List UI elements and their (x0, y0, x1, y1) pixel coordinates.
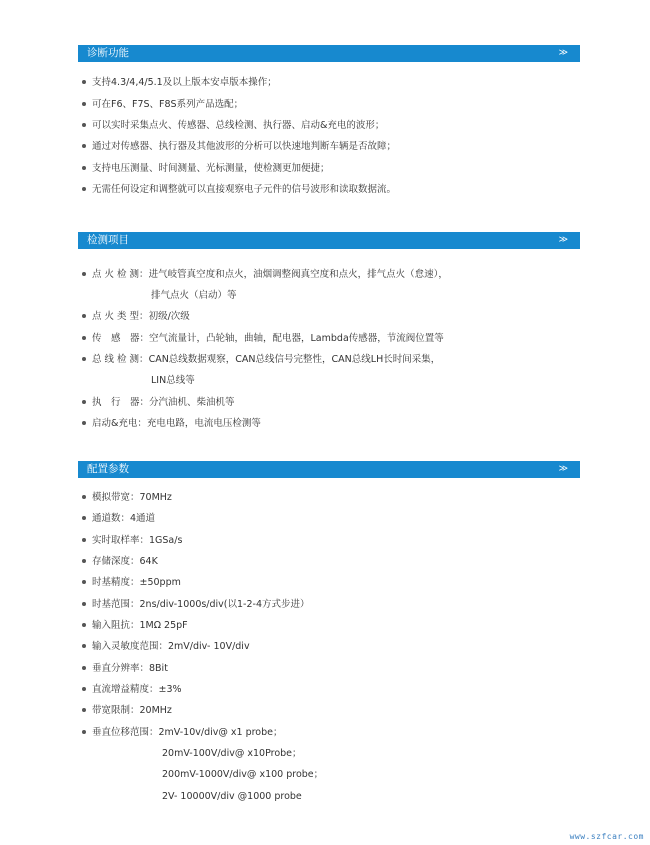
spec-item: 输入灵敏度范围：2mV/div- 10V/div (82, 640, 250, 654)
bullet-icon (82, 314, 86, 318)
list-item (82, 417, 261, 431)
section-header-specifications (78, 461, 580, 478)
spec-item: 垂直位移范围：2mV-10v/div@ x1 probe； (82, 726, 283, 740)
list-item (82, 268, 448, 282)
list-item: 通过对传感器、执行器及其他波形的分析可以快速地判断车辆是否故障； (82, 140, 396, 154)
bullet-icon (82, 687, 86, 691)
list-item: 支持4.3/4,4/5.1及以上版本安卓版本操作； (82, 76, 277, 90)
section-title: 检测项目 (87, 234, 129, 246)
spec-item: 直流增益精度：±3% (82, 683, 182, 697)
list-item (82, 353, 440, 367)
bullet-icon (82, 538, 86, 542)
item-text: CAN总线数据观察，CAN总线信号完整性，CAN总线LH长时间采集， (148, 354, 441, 365)
item-label: 启动&充电： (92, 418, 147, 429)
list-item (82, 332, 444, 346)
bullet-icon (82, 187, 86, 191)
item-label: 传 感 器： (92, 333, 150, 344)
double-chevron-icon: ≫ (558, 235, 568, 245)
bullet-icon (82, 357, 86, 361)
bullet-icon (82, 644, 86, 648)
item-text: 初级/次级 (148, 311, 190, 322)
bullet-icon (82, 80, 86, 84)
bullet-icon (82, 516, 86, 520)
list-item: 可以实时采集点火、传感器、总线检测、执行器、启动&充电的波形； (82, 119, 384, 133)
spec-item: 时基精度：±50ppm (82, 576, 181, 590)
bullet-icon (82, 123, 86, 127)
bullet-icon (82, 421, 86, 425)
spec-item: 输入阻抗：1MΩ 25pF (82, 619, 188, 633)
double-chevron-icon: ≫ (558, 464, 568, 474)
list-item (82, 396, 235, 410)
spec-item: 带宽限制：20MHz (82, 704, 172, 718)
spec-item-continuation: 20mV-100V/div@ x10Probe； (162, 748, 302, 759)
watermark-text: www.szfcar.com (569, 832, 644, 841)
bullet-icon (82, 602, 86, 606)
list-item (82, 310, 190, 324)
section-header-diagnostic (78, 45, 580, 62)
bullet-icon (82, 400, 86, 404)
spec-item-continuation: 2V- 10000V/div @1000 probe (162, 791, 302, 802)
section-title: 配置参数 (87, 463, 129, 475)
bullet-icon (82, 102, 86, 106)
bullet-icon (82, 580, 86, 584)
list-item: 支持电压测量、时间测量、光标测量，使检测更加便捷； (82, 162, 330, 176)
bullet-icon (82, 166, 86, 170)
item-text: 分汽油机、柴油机等 (149, 397, 235, 408)
spec-item: 存储深度：64K (82, 555, 158, 569)
section-header-test-items (78, 232, 580, 249)
section-title: 诊断功能 (87, 47, 129, 59)
list-item-continuation: LIN总线等 (151, 375, 195, 386)
item-label: 点 火 检 测： (92, 269, 149, 280)
bullet-icon (82, 495, 86, 499)
bullet-icon (82, 730, 86, 734)
spec-item: 实时取样率：1GSa/s (82, 534, 182, 548)
spec-item: 模拟带宽：70MHz (82, 491, 172, 505)
bullet-icon (82, 336, 86, 340)
bullet-icon (82, 272, 86, 276)
item-text: 空气流量计，凸轮轴，曲轴，配电器，Lambda传感器，节流阀位置等 (149, 333, 444, 344)
bullet-icon (82, 708, 86, 712)
spec-item-continuation: 200mV-1000V/div@ x100 probe； (162, 769, 324, 780)
spec-item: 时基范围：2ns/div-1000s/div(以1-2-4方式步进） (82, 598, 310, 612)
bullet-icon (82, 144, 86, 148)
item-text: 充电电路，电流电压检测等 (146, 418, 261, 429)
list-item-continuation: 排气点火（启动）等 (151, 290, 237, 301)
spec-item: 通道数：4通道 (82, 512, 155, 526)
list-item: 无需任何设定和调整就可以直接观察电子元件的信号波形和读取数据流。 (82, 183, 396, 197)
item-label: 执 行 器： (92, 397, 150, 408)
bullet-icon (82, 666, 86, 670)
list-item: 可在F6、F7S、F8S系列产品选配； (82, 98, 243, 112)
item-label: 点 火 类 型： (92, 311, 149, 322)
item-text: 进气岐管真空度和点火，油烟调整阀真空度和点火，排气点火（怠速）， (148, 269, 448, 280)
bullet-icon (82, 623, 86, 627)
bullet-icon (82, 559, 86, 563)
double-chevron-icon: ≫ (558, 48, 568, 58)
spec-item: 垂直分辨率：8Bit (82, 662, 168, 676)
item-label: 总 线 检 测： (92, 354, 149, 365)
